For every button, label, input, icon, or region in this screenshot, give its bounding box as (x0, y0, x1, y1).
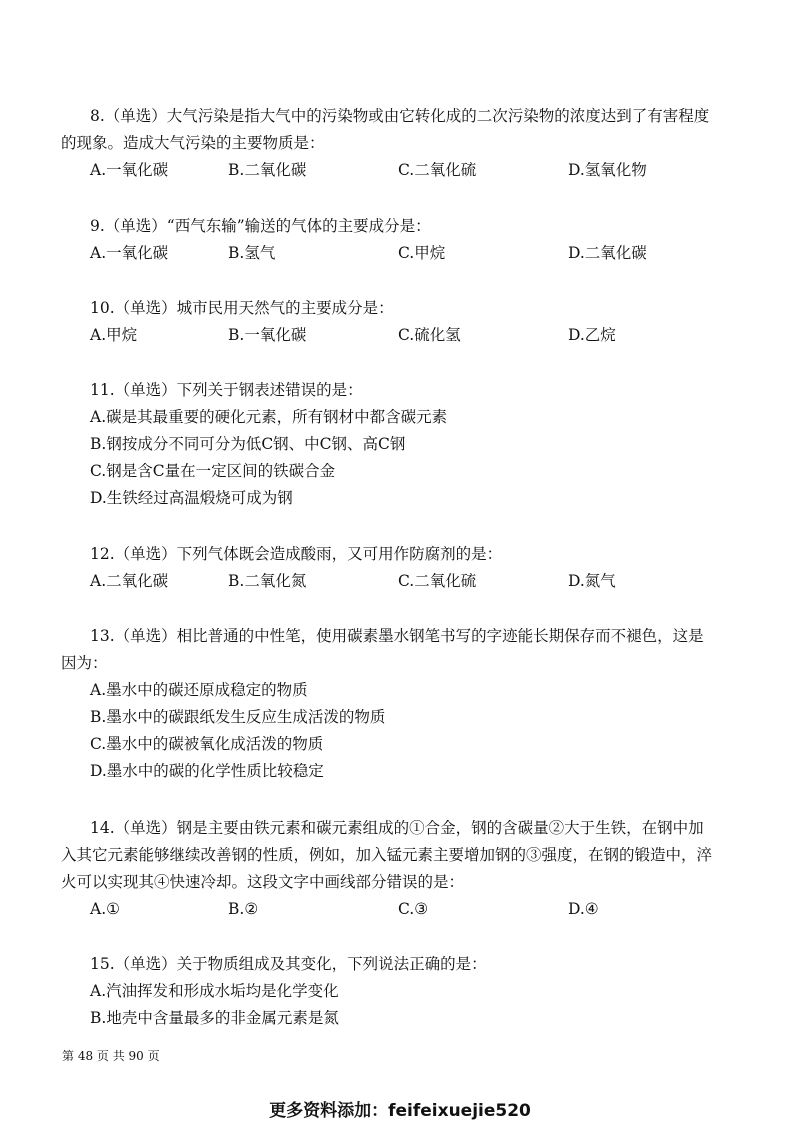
question-13 (61, 623, 740, 785)
question-stem: 14.（单选）钢是主要由铁元素和碳元素组成的①合金，钢的含碳量②大于生铁，在钢中加 (90, 819, 704, 837)
option-a: A.一氧化碳 (90, 161, 169, 179)
question-stem: 15.（单选）关于物质组成及其变化，下列说法正确的是： (90, 955, 487, 973)
options-row (90, 157, 740, 184)
option-d: D.乙烷 (568, 326, 616, 344)
option-d: D.④ (568, 900, 599, 918)
option-d: D.二氧化碳 (568, 244, 647, 262)
question-stem: 9.（单选）“西气东输”输送的气体的主要成分是： (90, 217, 431, 235)
option-c: C.钢是含C量在一定区间的铁碳合金 (90, 462, 336, 480)
option-a: A.甲烷 (90, 326, 138, 344)
question-stem: 12.（单选）下列气体既会造成酸雨，又可用作防腐剂的是： (90, 545, 503, 563)
option-b: B.墨水中的碳跟纸发生反应生成活泼的物质 (90, 708, 386, 726)
options-row (90, 240, 740, 267)
question-12 (90, 541, 740, 595)
option-b: B.地壳中含量最多的非金属元素是氮 (90, 1009, 339, 1027)
question-9 (90, 213, 740, 267)
option-c: C.硫化氢 (398, 326, 461, 344)
option-a: A.汽油挥发和形成水垢均是化学变化 (90, 982, 339, 1000)
question-14 (61, 815, 740, 923)
option-d: D.墨水中的碳的化学性质比较稳定 (90, 762, 324, 780)
option-b: B.钢按成分不同可分为低C钢、中C钢、高C钢 (90, 435, 406, 453)
option-c: C.③ (398, 900, 429, 918)
question-15 (90, 951, 740, 1032)
option-a: A.一氧化碳 (90, 244, 169, 262)
option-d: D.生铁经过高温煅烧可成为钢 (90, 489, 293, 507)
option-a: A.二氧化碳 (90, 572, 169, 590)
question-10 (90, 295, 740, 349)
question-stem: 13.（单选）相比普通的中性笔，使用碳素墨水钢笔书写的字迹能长期保存而不褪色，这是 (90, 627, 704, 645)
option-c: C.墨水中的碳被氧化成活泼的物质 (90, 735, 324, 753)
question-stem: 入其它元素能够继续改善钢的性质，例如，加入锰元素主要增加钢的③强度，在钢的锻造中，淬 (61, 846, 713, 864)
option-c: C.二氧化硫 (398, 161, 477, 179)
question-stem: 8.（单选）大气污染是指大气中的污染物或由它转化成的二次污染物的浓度达到了有害程度 (90, 107, 710, 125)
page-number: 第 48 页 共 90 页 (62, 1049, 160, 1063)
options-row (90, 896, 740, 923)
question-11 (90, 377, 740, 512)
option-b: B.一氧化碳 (228, 326, 307, 344)
option-c: C.甲烷 (398, 244, 446, 262)
question-stem: 的现象。造成大气污染的主要物质是： (61, 134, 325, 152)
question-8 (61, 103, 740, 184)
option-b: B.氢气 (228, 244, 276, 262)
option-a: A.① (90, 900, 121, 918)
option-c: C.二氧化硫 (398, 572, 477, 590)
question-stem: 火可以实现其④快速冷却。这段文字中画线部分错误的是： (61, 873, 465, 891)
promo-banner: 更多资料添加：feifeixuejie520 (269, 1101, 531, 1121)
question-stem: 10.（单选）城市民用天然气的主要成分是： (90, 299, 394, 317)
option-a: A.碳是其最重要的硬化元素，所有钢材中都含碳元素 (90, 408, 448, 426)
options-row (90, 568, 740, 595)
option-d: D.氮气 (568, 572, 616, 590)
question-stem: 11.（单选）下列关于钢表述错误的是： (90, 381, 363, 399)
option-d: D.氢氧化物 (568, 161, 647, 179)
option-b: B.二氧化氮 (228, 572, 307, 590)
options-row (90, 322, 740, 349)
option-b: B.② (228, 900, 259, 918)
option-b: B.二氧化碳 (228, 161, 307, 179)
option-a: A.墨水中的碳还原成稳定的物质 (90, 681, 308, 699)
question-stem: 因为： (61, 654, 108, 672)
